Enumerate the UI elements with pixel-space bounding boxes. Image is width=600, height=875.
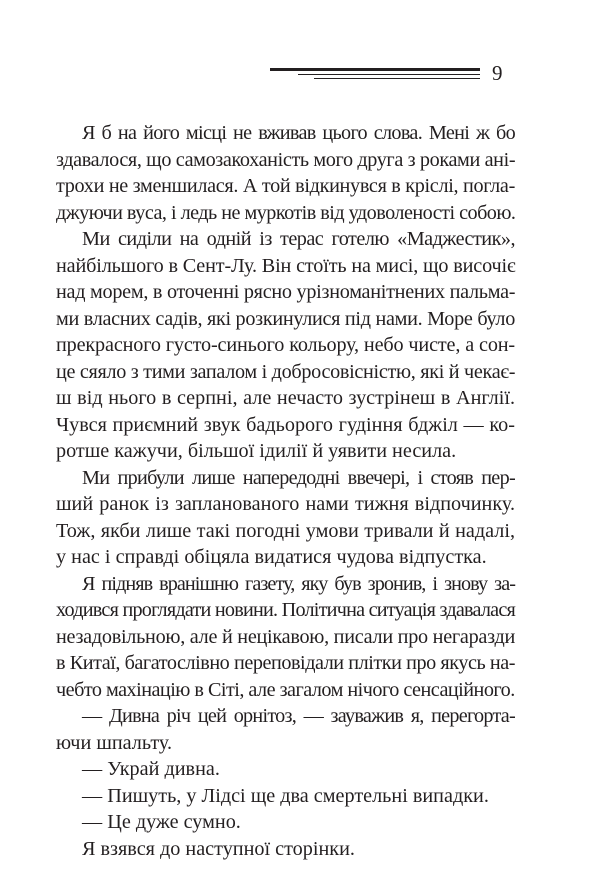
paragraph: [56, 836, 515, 863]
header-rule-thick: [270, 68, 480, 71]
text-line: — Украй дивна.: [82, 758, 220, 780]
text-line: Я б на його місці не вживав цього слова. Мені ж бо: [82, 122, 515, 144]
paragraph: [56, 571, 515, 704]
text-line: у нас і справді обіцяла видатися чудова відпустка.: [56, 546, 487, 568]
text-line: Я підняв вранішню газету, яку був зронив, і знову за-: [82, 572, 515, 595]
text-line: джуючи вуса, і ледь не муркотів від удоволеності собою.: [56, 201, 516, 224]
body-text: [56, 120, 515, 862]
text-line: ходився проглядати новини. Політична ситуація здавалася: [56, 599, 515, 621]
text-line: Я взявся до наступної сторінки.: [82, 837, 355, 860]
text-line: ючи шпальту.: [56, 731, 172, 754]
text-line: чебто махінацію в Сіті, але загалом нічого сенсаційного.: [56, 678, 515, 701]
text-line: найбільшого в Сент-Лу. Він стоїть на мисі, що височіє: [56, 254, 516, 277]
running-header: [270, 60, 560, 90]
paragraph: [56, 756, 515, 783]
text-line: ми власних садів, які розкинулися під нами. Море було: [56, 307, 515, 330]
paragraph: [56, 465, 515, 571]
paragraph: [56, 120, 515, 226]
page-number: 9: [492, 61, 503, 85]
text-line: прекрасного густо-синього кольору, небо чисте, а сон-: [56, 334, 515, 356]
text-line: ший ранок із запланованого нами тижня відпочинку.: [56, 493, 515, 515]
text-line: над морем, в оточенні рясно урізноманітнених пальма-: [56, 281, 516, 303]
text-line: — Дивна річ цей орнітоз, — зауважив я, перегорта-: [82, 705, 515, 727]
text-line: — Пишуть, у Лідсі ще два смертельні випадки.: [82, 784, 489, 807]
text-line: трохи не зменшилася. А той відкинувся в кріслі, погла-: [56, 175, 515, 197]
header-rule-thin: [314, 78, 480, 79]
text-line: в Китаї, багатослівно переповідали плітки про якусь на-: [56, 652, 515, 674]
text-line: незадовільною, але й нецікавою, писали про негаразди: [56, 625, 515, 648]
text-line: Чувся приємний звук бадьорого гудіння бджіл — ко-: [56, 413, 515, 436]
text-line: Тож, якби лише такі погодні умови тривали й надалі,: [56, 519, 515, 542]
paragraph: [56, 783, 515, 810]
text-line: Ми сиділи на одній із терас готелю «Маджестик»,: [82, 228, 515, 250]
paragraph: [56, 703, 515, 756]
text-line: це сяяло з тими запалом і добросовісністю, які й чекає-: [56, 360, 516, 383]
text-line: здавалося, що самозакоханість мого друга з роками ані-: [56, 148, 516, 171]
paragraph: [56, 809, 515, 836]
paragraph: [56, 226, 515, 465]
text-line: ротше кажучи, більшої ідилії й уявити несила.: [56, 440, 457, 462]
header-rule-thin: [298, 74, 480, 75]
text-line: ш від нього в серпні, але нечасто зустрінеш в Англії.: [56, 387, 515, 409]
text-line: — Це дуже сумно.: [82, 811, 241, 833]
text-line: Ми прибули лише напередодні ввечері, і стояв пер-: [82, 466, 515, 489]
